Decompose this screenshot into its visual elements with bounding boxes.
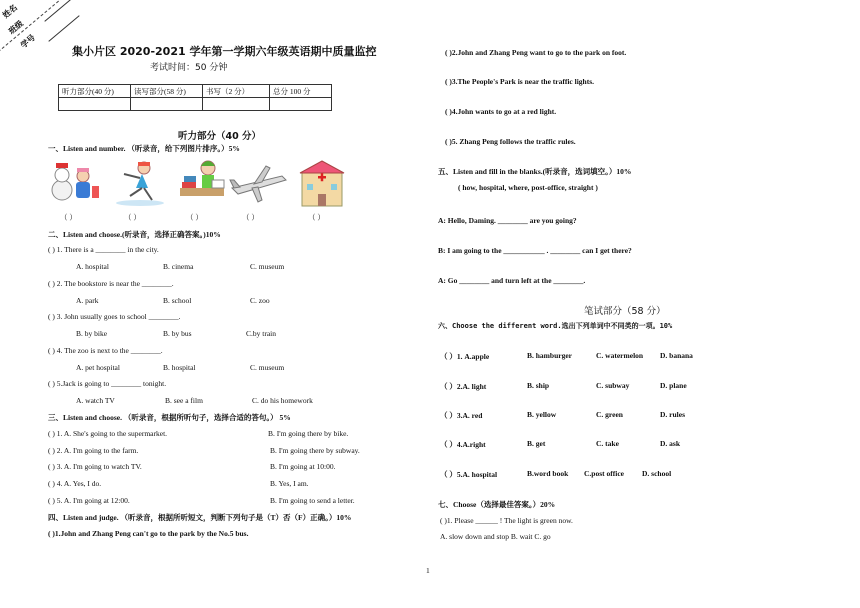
score-cell[interactable] xyxy=(203,98,270,111)
picture-1-blank[interactable]: （ ） xyxy=(60,213,77,222)
s2-q4-b[interactable]: B. hospital xyxy=(163,363,196,372)
listening-heading: 听力部分（40 分） xyxy=(178,131,262,142)
score-header-total: 总分 100 分 xyxy=(270,85,332,98)
s7-q1-options[interactable]: A. slow down and stop B. wait C. go xyxy=(440,532,551,541)
s2-q4-c[interactable]: C. museum xyxy=(250,363,285,372)
hospital-picture xyxy=(298,158,346,208)
snowman-kids-picture xyxy=(48,158,100,208)
ice-skating-picture xyxy=(112,158,167,208)
s4-item-3[interactable]: ( )3.The People's Park is near the traffic lights. xyxy=(445,77,595,86)
s2-q4-a[interactable]: A. pet hospital xyxy=(76,363,120,372)
s4-item-1[interactable]: ( )1.John and Zhang Peng can't go to the park by the No.5 bus. xyxy=(48,529,249,538)
s6-q4-b[interactable]: B. get xyxy=(527,439,546,448)
s2-q3-c[interactable]: C.by train xyxy=(246,329,276,338)
s2-q3-b[interactable]: B. by bus xyxy=(163,329,192,338)
s4-item-5[interactable]: ( )5. Zhang Peng follows the traffic rules. xyxy=(445,137,576,146)
section-2-title: 二、Listen and choose.(听录音，选择正确答案。)10% xyxy=(48,230,221,239)
s3-q1-b[interactable]: B. I'm going there by bike. xyxy=(268,429,349,438)
s2-q5: ( ) 5.Jack is going to ________ tonight. xyxy=(48,379,167,388)
s6-q3-d[interactable]: D. rules xyxy=(660,410,685,419)
s6-q2-d[interactable]: D. plane xyxy=(660,381,687,390)
s6-q4-a[interactable]: （ ）4.A.right xyxy=(440,440,486,449)
binding-fill-line xyxy=(44,0,75,22)
s2-q2-c[interactable]: C. zoo xyxy=(250,296,270,305)
page-number: 1 xyxy=(426,566,430,575)
picture-5-blank[interactable]: （ ） xyxy=(308,213,325,222)
s3-q4-b[interactable]: B. Yes, I am. xyxy=(270,479,309,488)
section-6-title: 六、Choose the different word.选出下列单词中不同类的一项。10% xyxy=(438,322,673,330)
s2-q1-c[interactable]: C. museum xyxy=(250,262,285,271)
s6-q1-a[interactable]: （ ）1. A.apple xyxy=(440,352,490,361)
s3-q5-b[interactable]: B. I'm going to send a letter. xyxy=(270,496,355,505)
score-cell[interactable] xyxy=(131,98,203,111)
exam-time: 考试时间：50 分钟 xyxy=(150,63,228,73)
s6-q4-c[interactable]: C. take xyxy=(596,439,619,448)
s6-q3-a[interactable]: （ ）3.A. red xyxy=(440,411,483,420)
s6-q5-d[interactable]: D. school xyxy=(642,469,672,478)
binding-label-class: 班级 xyxy=(6,18,26,37)
picture-4-blank[interactable]: （ ） xyxy=(242,213,259,222)
s2-q2-a[interactable]: A. park xyxy=(76,296,99,305)
s5-line-3[interactable]: A: Go ________ and turn left at the ________. xyxy=(438,276,586,285)
s6-q1-d[interactable]: D. banana xyxy=(660,351,693,360)
s6-q4-d[interactable]: D. ask xyxy=(660,439,681,448)
s5-line-1[interactable]: A: Hello, Daming. ________ are you going? xyxy=(438,216,577,225)
s2-q3: ( ) 3. John usually goes to school ________. xyxy=(48,312,181,321)
s2-q1: ( ) 1. There is a ________ in the city. xyxy=(48,245,159,254)
s6-q3-b[interactable]: B. yellow xyxy=(527,410,557,419)
section-1-title: 一、Listen and number. （听录音，给下列图片排序。）5% xyxy=(48,144,240,153)
score-header-reading: 读写部分(58 分) xyxy=(131,85,203,98)
score-table xyxy=(58,84,332,111)
section-4-title: 四、Listen and judge. （听录音，根据所听短文，判断下列句子是（T）否（F）正确。）10% xyxy=(48,513,352,522)
s2-q1-b[interactable]: B. cinema xyxy=(163,262,194,271)
s2-q5-a[interactable]: A. watch TV xyxy=(76,396,115,405)
s6-q1-c[interactable]: C. watermelon xyxy=(596,351,644,360)
s5-line-2[interactable]: B: I am going to the ___________ . ________ can I get there? xyxy=(438,246,632,255)
s2-q5-c[interactable]: C. do his homework xyxy=(252,396,313,405)
girl-reading-picture xyxy=(176,158,228,208)
s5-word-bank: ( how, hospital, where, post-office, straight ) xyxy=(458,183,598,192)
s6-q5-c[interactable]: C.post office xyxy=(584,469,624,478)
s3-q5-a[interactable]: ( ) 5. A. I'm going at 12:00. xyxy=(48,496,130,505)
s2-q2: ( ) 2. The bookstore is near the ________. xyxy=(48,279,174,288)
s4-item-2[interactable]: ( )2.John and Zhang Peng want to go to the park on foot. xyxy=(445,48,627,57)
s3-q2-a[interactable]: ( ) 2. A. I'm going to the farm. xyxy=(48,446,139,455)
writing-heading: 笔试部分（58 分） xyxy=(584,306,666,317)
s3-q2-b[interactable]: B. I'm going there by subway. xyxy=(270,446,360,455)
s2-q1-a[interactable]: A. hospital xyxy=(76,262,109,271)
s3-q3-a[interactable]: ( ) 3. A. I'm going to watch TV. xyxy=(48,462,142,471)
s3-q4-a[interactable]: ( ) 4. A. Yes, I do. xyxy=(48,479,102,488)
s6-q2-c[interactable]: C. subway xyxy=(596,381,630,390)
s6-q2-b[interactable]: B. ship xyxy=(527,381,550,390)
picture-3-blank[interactable]: （ ） xyxy=(186,213,203,222)
binding-label-number: 学号 xyxy=(18,32,38,51)
section-3-title: 三、Listen and choose. （听录音，根据所听句子，选择合适的答句。） 5% xyxy=(48,413,291,422)
score-cell[interactable] xyxy=(270,98,332,111)
s2-q2-b[interactable]: B. school xyxy=(163,296,192,305)
s7-q1[interactable]: ( )1. Please ______ ! The light is green now. xyxy=(440,516,573,525)
s2-q3-a[interactable]: B. by bike xyxy=(76,329,108,338)
s6-q1-b[interactable]: B. hamburger xyxy=(527,351,572,360)
score-header-listening: 听力部分(40 分) xyxy=(59,85,131,98)
binding-label-name: 姓名 xyxy=(0,2,20,21)
section-5-title: 五、Listen and fill in the blanks.(听录音，选词填空。）10% xyxy=(438,167,632,176)
s3-q1-a[interactable]: ( ) 1. A. She's going to the supermarket. xyxy=(48,429,168,438)
section-7-title: 七、Choose（选择最佳答案。）20% xyxy=(438,500,556,509)
s6-q3-c[interactable]: C. green xyxy=(596,410,623,419)
s2-q5-b[interactable]: B. see a film xyxy=(165,396,203,405)
s2-q4: ( ) 4. The zoo is next to the ________. xyxy=(48,346,163,355)
s3-q3-b[interactable]: B. I'm going at 10:00. xyxy=(270,462,336,471)
s4-item-4[interactable]: ( )4.John wants to go at a red light. xyxy=(445,107,557,116)
score-header-writing: 书写（2 分） xyxy=(203,85,270,98)
picture-2-blank[interactable]: （ ） xyxy=(124,213,141,222)
s6-q2-a[interactable]: （ ）2.A. light xyxy=(440,382,487,391)
s6-q5-a[interactable]: （ ）5.A. hospital xyxy=(440,470,498,479)
s6-q5-b[interactable]: B.word book xyxy=(527,469,569,478)
binding-fill-line xyxy=(48,15,79,41)
score-cell[interactable] xyxy=(59,98,131,111)
airplane-picture xyxy=(228,158,288,208)
page-title: 集小片区 2020-2021 学年第一学期六年级英语期中质量监控 xyxy=(72,45,377,58)
